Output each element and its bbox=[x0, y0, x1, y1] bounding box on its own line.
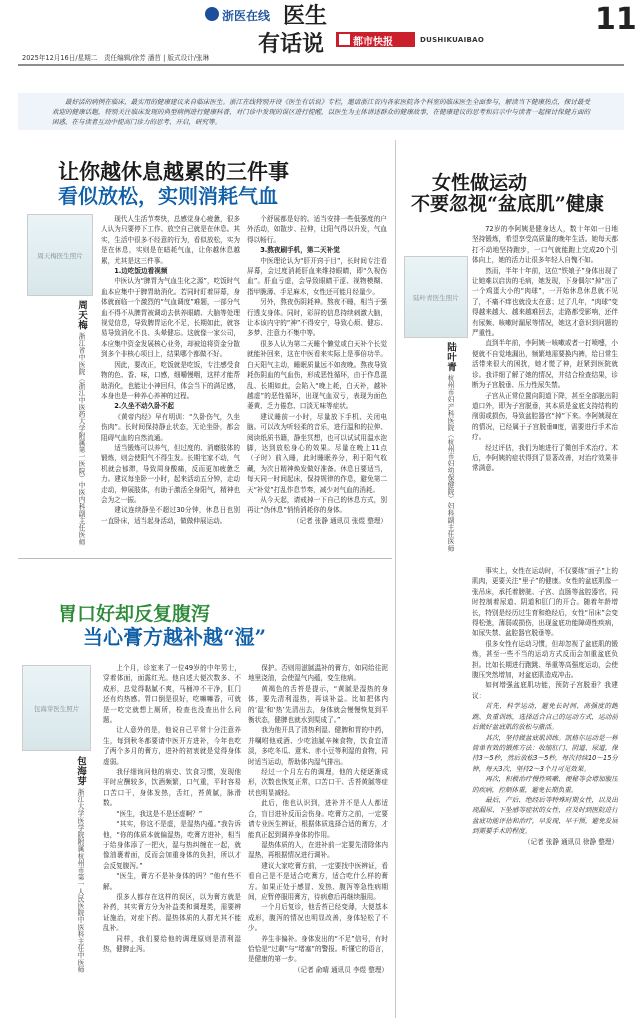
doctor-bao-portrait bbox=[22, 665, 91, 751]
article-divider bbox=[18, 558, 392, 559]
article2-title: 胃口好却反复腹泻 bbox=[58, 603, 211, 625]
paper-pinyin: DUSHIKUAIBAO bbox=[420, 36, 485, 44]
doctor-lu-portrait-alt: 陆叶青医生照片 bbox=[413, 293, 459, 302]
article2-para: 建议大家吃膏方前，一定要找中医辨证，看看自己是不是适合吃膏方，适合吃什么样的膏方。如果正处于感冒、发热、腹泻等急性病期间，应暂停服用膏方，待病愈后再继续服用。 bbox=[248, 861, 388, 901]
article3-para: 再次，积极治疗慢性咳嗽、便秘等会增加腹压的疾病，控制体重，避免长期负重。 bbox=[472, 775, 618, 794]
doctor-bao-portrait-alt: 包海芽医生照片 bbox=[33, 704, 80, 713]
article2-para: 很多人都存在这样的误区，以为膏方就是补药，其实膏方分为补益类和调理类，需要辨证施治，对症下药。湿热体质的人群尤其不能乱补。 bbox=[103, 892, 241, 933]
article1-para: 很多人认为第二天睡个懒觉或白天补个长觉就能补回来，这在中医看来实际上是事倍功半。白天阳气主动，睡眠质量远不如夜晚。熬夜导致耗伤阴血的气血伤，形成恶性循环，由于作息混乱、长期如此，会陷入“晚上耗，白天补，越补越虚”的恶性循环，出现气血双亏，表现为面色萎黄、乏力倦怠、口淡无味等症状。 bbox=[247, 339, 387, 411]
article3-title-line2: 不要忽视“盆底肌”健康 bbox=[411, 193, 604, 215]
article3-para: 经过评估，我们为她进行了微创手术治疗。术后，李阿姨的症状得到了显著改善，对治疗效果非常满意。 bbox=[472, 443, 618, 473]
article1-section-heading: 1.边吃饭边看视频 bbox=[114, 267, 168, 276]
article1-title: 让你越休息越累的三件事 bbox=[58, 159, 289, 184]
article2-para: 让人意外的是，他说自己平常十分注意养生，每到秋冬都要请中医开方进补，今年也吃了两个多月的膏方，进补的初衷就是觉得身体虚弱。 bbox=[103, 726, 241, 766]
article2-col2 bbox=[248, 663, 388, 1019]
article3-byline: （记者 张静 通讯员 徐静 整理） bbox=[523, 837, 618, 846]
article1-para: 从今天起，请戒掉一下自己的休息方式，别再让“伪休息”悄悄消耗你的身体。 bbox=[247, 495, 387, 515]
header-rule bbox=[18, 64, 624, 66]
article1-doctor-unit: 浙江省中医院（浙江中医药大学附属第一医院）中医内科副主任医师 bbox=[77, 332, 85, 546]
column-title-1: 医生 bbox=[283, 3, 328, 29]
article1-doctor-name: 周天梅 bbox=[76, 300, 87, 330]
article3-para: 子宫从正常位置向阴道下降，甚至全部脱出阴道口外，即为子宫脱垂，其本质是盆底支持结构的削弱或损伤，导致盆腔器官“掉”下来。李阿姨现在的情况，已经属于子宫脱垂Ⅲ度，需要进行手术治疗。 bbox=[472, 391, 618, 442]
article1-section-heading: 2.久坐不动久卧不起 bbox=[114, 402, 175, 411]
column-separator bbox=[395, 140, 396, 1018]
article1-para: 中医理论认为“肝开窍于目”，长时间专注看屏幕，会过度消耗肝血来维持眼睛，即“久视伤血”。肝血亏虚，会导致眼睛干涩、视物模糊、指甲脆薄、手足麻木，女性还可能月经量少。 bbox=[247, 256, 387, 296]
article2-para: 我为他开具了清热利湿、健脾和胃的中药，并嘱咐他戒酒、少吃油腻辛辣食物，饮食宜清淡，多吃冬瓜、薏米、赤小豆等利湿的食物，同时适当运动，帮助体内湿气排出。 bbox=[248, 726, 388, 766]
article2-col1 bbox=[103, 663, 241, 1019]
article1-doctor-caption bbox=[76, 300, 87, 546]
article1-para: 《黄帝内经》早有明训：“久卧伤气，久坐伤肉”。长时间保持静止状态，无论坐卧，都会阻碍气血的自然流通。 bbox=[101, 412, 240, 442]
column-title-2: 有话说 bbox=[258, 31, 325, 57]
article3-para: 很多女性有运动习惯，但却忽视了盆底肌的锻炼，甚至一些不当的运动方式反而会加重盆底负担。比如长期进行跑跳、举重等高强度运动，会使腹压突然增加，对盆底肌造成冲击。 bbox=[472, 639, 618, 680]
article1-para: 中医认为“脾胃为气血生化之源”，吃饭时气血本应集中于脾胃助消化。若同时盯着屏幕，身体就面临一个激烈的“气血调度”难题，一部分气血不得不从脾胃被调动去供养眼睛、大脑等处理视觉信息，导致脾胃运化不足，长期如此，就容易导致消化不良、头晕健忘。这就像一家公司，本应集中资金发展核心业务，却被迫将资金分散到多个非核心项目上，结果哪个都做不好。 bbox=[101, 277, 240, 359]
article2-para: 上个月，诊室来了一位49岁的中年男士，穿着体面，面露红光。他自述大便次数多、不成形，总觉得黏腻不爽，马桶冲不干净，肛门还有灼热感。胃口倒是很好，吃嘛嘛香，可就是一吃完就想上厕所，检查也没查出什么问题。 bbox=[103, 664, 241, 725]
article3-title-line1: 女性做运动 bbox=[432, 172, 528, 194]
article3-para: 其次，坚持做盆底肌训练。凯格尔运动是一种简单有效的锻炼方法：收缩肛门、阴道、尿道，保持3～5秒，然后放松3～5秒，每次持续10～15分钟，每天3次，坚持2～3个月可见效果。 bbox=[472, 733, 618, 773]
article2-para: 一个月后复诊，他舌苔已经变薄，大便基本成形，腹泻的情况也明显改善，身体轻松了不少。 bbox=[248, 903, 388, 933]
article1-para: 建议连续静坐不超过30分钟，休息日也别一直卧床，适当起身活动，做做伸展运动。 bbox=[101, 506, 240, 525]
doctor-zhou-portrait bbox=[27, 214, 93, 296]
doctor-zhou-portrait-alt: 周天梅医生照片 bbox=[37, 251, 83, 260]
paper-brand-mark bbox=[339, 34, 350, 45]
article1-para: 适当锻炼可以养气，但过度的、消磨肢体的锻炼，则会使阳气不得生发。长期宅家不动，气机就会郁滞，导致周身酸痛，反而更加疲惫乏力。建议每坐卧一小时，起来活动五分钟，走动走动，伸展肢体，有助于激活全身阳气，精神也会为之一振。 bbox=[101, 443, 240, 504]
article2-para: 养生非偏补。身体发出的“不足”信号，有时恰恰是“过剩”与“堵塞”的警报。听懂它的语言，是健康的第一步。 bbox=[248, 934, 388, 964]
article1-para: 因此，要改正，吃饭就是吃饭，专注感受食物的色、香、味，口感，细嚼慢咽，这样才能帮助消化，也能让小神回归，体会当下的满足感，本身也是一种养心养神的过程。 bbox=[101, 360, 240, 400]
intro-box bbox=[18, 93, 624, 130]
article1-section-heading: 3.熬夜刷手机，第二天补觉 bbox=[260, 246, 340, 255]
page-number: 11 bbox=[595, 2, 637, 37]
header-logo bbox=[205, 7, 219, 21]
article3-para: 如何增强盆底肌功能，预防子宫脱垂？我建议： bbox=[472, 681, 618, 700]
article2-para: 此后，他也认识到，进补并不是人人都适合，盲目进补反而会伤身。吃膏方之前，一定要请专业医生辨证，根据体质选择合适的膏方，才能真正起到调养身体的作用。 bbox=[248, 799, 388, 839]
article3-doctor-name: 陆叶青 bbox=[445, 342, 456, 372]
article2-doctor-unit: 浙江大学医学院附属杭州市第一人民医院中医科主任中医师 bbox=[76, 788, 84, 974]
article1-para: 现代人生活节奏快，总感觉身心疲惫，很多人认为只要停下工作、放空自己就是在休息。其实，生活中很多不经意的行为，看似放松，实为是在休息，实则是在暗耗气血，让你越休息越累，尤其是这三件事。 bbox=[101, 215, 240, 265]
article2-para: 经过一个月左右的调理，他的大便逐渐成形，次数也恢复正常，口苦口干、舌苔黄腻等症状也明显减轻。 bbox=[248, 768, 388, 797]
article3-para: 然而，半年十年前，这位“铁娘子”身体出现了让她难以启齿的毛病，她发现，下身偶尔“掉”出了一个鸡蛋大小的“肉球”，一开始休息休息就不见了，不痛不痒也就没太在意；过了几年，“肉球”变得越来越大、越来越难回去，走路都受影响，还伴有尿频、咳嗽时漏尿等情况，她这才意识到问题的严重性。 bbox=[472, 266, 618, 338]
article2-doctor-caption bbox=[76, 756, 84, 1006]
article3-para: 最后，产后、绝经后等特殊时期女性，以及出现漏尿、下坠感等症状的女性，应及时到医院进行盆底功能评估和治疗，早发现、早干预，避免发展到需要手术的程度。 bbox=[472, 795, 618, 836]
article3-doctor-caption bbox=[446, 342, 454, 572]
paper-brand: 都市快报 bbox=[353, 37, 393, 48]
article3-col1 bbox=[472, 224, 618, 562]
doctor-lu-portrait bbox=[404, 256, 468, 338]
header-logo-text: 浙医在线 bbox=[222, 9, 271, 23]
article2-byline: （记者 俞晴 通讯员 李煜 整理） bbox=[293, 965, 388, 974]
article2-doctor-name: 包海芽 bbox=[75, 756, 86, 786]
article3-para: 事实上，女性在运动时，不仅要练“面子”上的肌肉，更要关注“里子”的健康。女性的盆底肌像一张吊床，承托着膀胱、子宫、直肠等盆腔器官，同时控制着尿道、阴道和肛门的开合。随着年龄增长，特别是经历过生育和绝经后，女性“吊床”会变得松弛，薄弱或损伤，出现盆底功能障碍性疾病，如尿失禁、盆腔器官脱垂等。 bbox=[472, 567, 618, 638]
article3-para: 72岁的李阿姨是健身达人，数十年如一日地坚持锻炼，希望享受高质量的晚年生活。她每天都打不动地坚持跑步，一口气就能跑上完成20个引体向上，她的活力让很多年轻人自愧不如。 bbox=[472, 225, 618, 265]
article1-para: 另外，熬夜伤阴耗神。熬夜不睡，相当于强行透支身体。同时，彩屏的信息持续刺激大脑，让本该内守的“神”不得安宁，导致心烦、健忘、多梦、注意力不集中等。 bbox=[247, 298, 387, 338]
article2-para: “医生，膏方不是补身体的吗？”他有些不解。 bbox=[103, 872, 241, 891]
article1-para: 建议睡前一小时，尽量放下手机、关闭电脑。可以改为听轻柔的音乐，进行温和的拉伸、阅读纸质书籍，静坐冥想，也可以试试用温水泡脚，达到放松身心的效果。尽量在晚上11点（子时）前入睡，此时睡眠养分，利于阳气收藏，为次日精神焕发做好准备。休息日要适当，每天同一时间起床，保持规律的作息，避免第二天“补觉”打乱作息节奏，减少对气血的消耗。 bbox=[247, 412, 387, 494]
article2-subtitle: 当心膏方越补越“湿” bbox=[83, 625, 267, 649]
article2-para: 我仔细询问他的病史、饮食习惯，发现他平时应酬较多，饮酒频繁，口气重，平时容易口苦口干，身体发热，舌红，苔黄腻，脉滑数。 bbox=[103, 768, 241, 808]
article1-byline: （记者 张静 通讯员 张煜 整理） bbox=[292, 516, 387, 525]
dateline: 2025年12月16日/星期二 责任编辑/徐芳 潘苜 | 版式设计/张琳 bbox=[22, 54, 210, 62]
article1-col2 bbox=[247, 214, 387, 544]
article2-para: 同样，我们要给他的调理原则是清利湿热，健脾止泻。 bbox=[103, 934, 241, 953]
article3-para: 首先，科学运动，避免长时间、高强度的跑跳、负重训练，选择适合自己的运动方式，运动前后做好盆底肌的放松与激活。 bbox=[472, 702, 618, 732]
article2-para: “其实，你这不是虚，是湿热内蕴。”我告诉他，“你的体质本就偏湿热，吃膏方进补，相当于给身体添了一把火，湿与热纠缠在一起，就像油裹着面，反而会加重身体的负担，所以才会反复腹泻。” bbox=[103, 820, 241, 870]
article2-para: 湿热体质的人，在进补前一定要先清除体内湿热，再根据情况进行调补。 bbox=[248, 840, 388, 860]
article3-doctor-unit: 杭州市妇产科医院（杭州市妇幼保健院）妇科副主任医师 bbox=[446, 374, 454, 553]
article2-para: 保护。否则用滋腻温补的膏方，如同给往泥地里浇油，会使湿气内蕴，变生他病。 bbox=[248, 664, 388, 683]
article1-subtitle: 看似放松，实则消耗气血 bbox=[58, 184, 278, 208]
article3-para: 直到半年前，李阿姨一咳嗽或者一打喷嚏，小便就不自觉地漏出，频繁地需要换内裤，给日常生活带来很大的困扰，她才慌了神，赶紧到医院就诊。我详细了解了她的情况，并结合检查结果，诊断为子宫脱垂、压力性尿失禁。 bbox=[472, 339, 618, 390]
intro-text: 最好活的病例在临床，最实用的健康建议来自临床医生。浙江在线特别开设《医生有话说》专栏，邀请浙江省内各家医院各个科室的临床医生全面参与，解读当下健康热点，探讨最受欢迎的健康话题，特别关注临床发现的典型病例进行健康科普，对门诊中发现的误区进行提醒，以医生为主体讲述群众的健康故事，在健康建议的思考和启示中与读者一起探讨保健方面的困惑，在与读者互动中提高门诊力的思考、开启，研究等。 bbox=[52, 98, 590, 126]
article1-col1 bbox=[101, 214, 240, 544]
article2-para: “医生，我这是不是还虚啊？” bbox=[116, 809, 203, 818]
article1-para: 个舒展都是好的。适当安排一些低强度的户外活动，如散步、拉伸，让阳气得以升发，气血得以畅行。 bbox=[247, 215, 387, 244]
article2-para: 黄褐色的舌苔是提示，“黄腻是湿热的身体，要先清利湿热，再谈补益。比如把体内的‘湿’和‘热’先清出去，身体就会慢慢恢复到平衡状态，健脾也就水到渠成了。” bbox=[248, 684, 388, 725]
article3-col2 bbox=[472, 566, 618, 1018]
